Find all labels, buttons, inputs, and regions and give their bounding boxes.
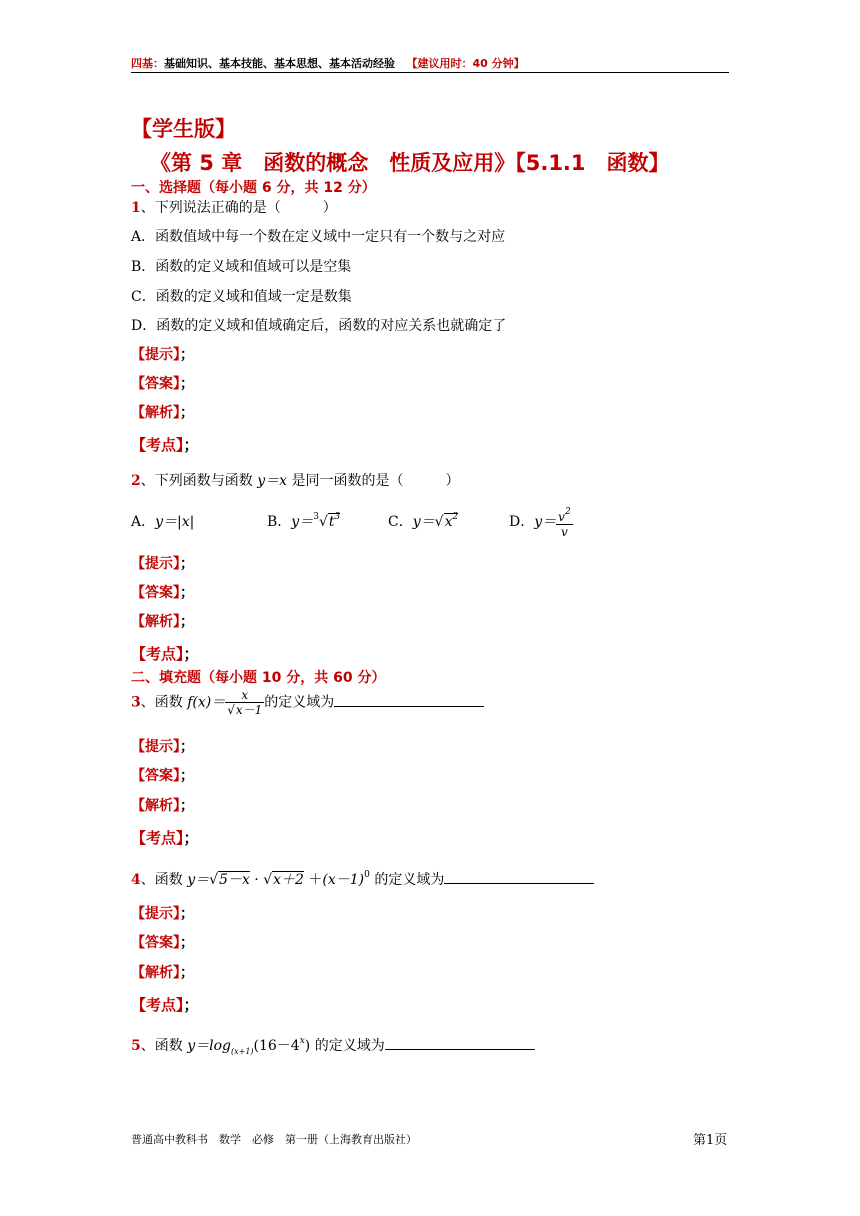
fraction-denominator: v [561,525,568,539]
radicand-base: x [444,514,453,530]
log-base: (x+1) [230,1047,254,1056]
question-stem-part: 是同一函数的是（ ） [287,473,460,489]
argument-exponent: x [299,1036,305,1046]
title-edition: 【学生版】 [131,117,236,141]
option-math: y＝|x| [155,514,195,530]
q3-point [131,827,199,848]
question-stem-part: 、下列函数与函数 [140,473,258,489]
header-rule [131,72,729,73]
option-math: y＝ [412,514,435,530]
question-5 [131,1035,535,1056]
hint-label: 【提示】 [131,906,180,922]
question-stem: 、下列说法正确的是（ ） [140,200,337,216]
q4-answer [131,932,194,952]
q1-option-d: D．函数的定义域和值域确定后，函数的对应关系也就确定了 [131,318,507,334]
radical-sign: √ [434,514,444,530]
point-label: 【考点】 [131,829,184,847]
semicolon: ； [180,739,194,755]
plus-sign: ＋ [303,872,323,888]
footer-page-number: 第1页 [693,1133,728,1148]
semicolon: ； [180,556,194,572]
question-number: 1 [131,200,141,216]
root-index: 3 [313,512,319,522]
option-letter: B． [267,514,292,530]
semicolon: ； [183,436,199,454]
analysis-label: 【解析】 [131,614,180,630]
answer-label: 【答案】 [131,935,180,951]
radicand [328,513,340,530]
semicolon: ； [180,935,194,951]
numerator-base: v [558,510,565,524]
question-stem-part: 、函数 [140,872,188,888]
question-2 [131,470,459,490]
question-stem-part: 的定义域为 [369,872,445,888]
q1-point [131,434,199,455]
q1-answer [131,373,194,393]
q3-analysis [131,795,194,815]
radicand-base: t [328,514,335,530]
semicolon: ； [180,585,194,601]
hint-label: 【提示】 [131,556,180,572]
header-prefix: 四基： [131,57,164,70]
q4-analysis [131,962,194,982]
q1-analysis [131,402,194,422]
radicand: 5－x [219,872,250,888]
q3-hint [131,736,194,756]
hint-label: 【提示】 [131,347,180,363]
q2-point [131,643,199,664]
answer-label: 【答案】 [131,768,180,784]
radicand [444,513,459,530]
q1-hint [131,344,194,364]
section-choice-heading: 一、选择题（每小题 6 分，共 12 分） [131,180,376,196]
hint-label: 【提示】 [131,739,180,755]
option-math: y＝ [534,514,557,530]
question-number: 2 [131,473,141,489]
header-suggested-time: 【建议用时：40 分钟】 [406,57,525,70]
q2-answer [131,582,194,602]
question-math: y＝x [257,473,288,489]
semicolon: ； [180,965,194,981]
analysis-label: 【解析】 [131,405,180,421]
analysis-label: 【解析】 [131,965,180,981]
q2-hint [131,553,194,573]
question-3 [131,688,484,717]
radicand-exponent: 3 [334,512,341,522]
q2-analysis [131,611,194,631]
question-math: f(x)＝ [187,694,226,711]
fraction-denominator: √x－1 [227,703,263,717]
question-stem-part: 的定义域为 [310,1038,385,1054]
log-argument-close: ) [304,1038,311,1054]
semicolon: ； [180,614,194,630]
answer-label: 【答案】 [131,585,180,601]
fraction [556,505,573,539]
question-stem-part: 、函数 [140,1038,188,1054]
option-letter: A． [131,514,156,530]
power-exponent: 0 [364,870,370,880]
fraction [225,688,264,717]
question-4 [131,869,594,889]
footer-textbook: 普通高中教科书 数学 必修 第一册（上海教育出版社） [131,1133,417,1146]
section-fill-heading: 二、填充题（每小题 10 分，共 60 分） [131,670,386,686]
header-text: 基础知识、基本技能、基本思想、基本活动经验 [164,57,395,70]
point-label: 【考点】 [131,996,184,1014]
question-number: 4 [131,872,141,888]
fraction-numerator: x [225,688,264,703]
question-1 [131,197,337,217]
power-base: (x－1) [322,872,365,888]
answer-label: 【答案】 [131,376,180,392]
q2-option-b [267,511,340,531]
question-stem-part: 、函数 [140,694,188,711]
option-letter: D． [509,514,535,530]
q4-point [131,994,199,1015]
title-chapter: 《第 5 章 函数的概念 性质及应用》【5.1.1 函数】 [150,151,670,175]
point-label: 【考点】 [131,645,184,663]
radical-sign: √ [318,514,328,530]
option-math: y＝ [291,514,314,530]
radicand: x＋2 [273,872,304,888]
q4-hint [131,903,194,923]
radical-sign: √ [209,872,219,888]
page-header [131,55,525,71]
answer-blank[interactable] [385,1037,535,1050]
semicolon: ； [180,906,194,922]
semicolon: ； [183,645,199,663]
question-math: y＝ [187,872,210,888]
answer-blank[interactable] [444,871,594,884]
numerator-exponent: 2 [564,507,571,517]
semicolon: ； [183,996,199,1014]
semicolon: ； [180,376,194,392]
q2-option-c [388,511,458,531]
multiply-dot: · [249,872,264,888]
question-number: 3 [131,694,141,711]
q2-option-a [131,511,194,531]
q2-option-d [509,505,573,539]
semicolon: ； [183,829,199,847]
option-letter: C． [388,514,413,530]
question-number: 5 [131,1038,141,1054]
semicolon: ； [180,798,194,814]
radicand-exponent: 2 [452,512,459,522]
question-stem-part: 的定义域为 [264,694,335,711]
log-argument: (16－4 [253,1038,300,1054]
answer-blank[interactable] [334,694,484,707]
analysis-label: 【解析】 [131,798,180,814]
radical-sign: √ [263,872,273,888]
semicolon: ； [180,768,194,784]
question-math: y＝log [187,1038,231,1054]
semicolon: ； [180,405,194,421]
q1-option-a: A．函数值域中每一个数在定义域中一定只有一个数与之对应 [131,229,506,245]
q1-option-c: C．函数的定义域和值域一定是数集 [131,289,352,305]
q3-answer [131,765,194,785]
fraction-numerator [556,505,573,525]
semicolon: ； [180,347,194,363]
q1-option-b: B．函数的定义域和值域可以是空集 [131,259,352,275]
radicand: x－1 [235,703,263,717]
point-label: 【考点】 [131,436,184,454]
